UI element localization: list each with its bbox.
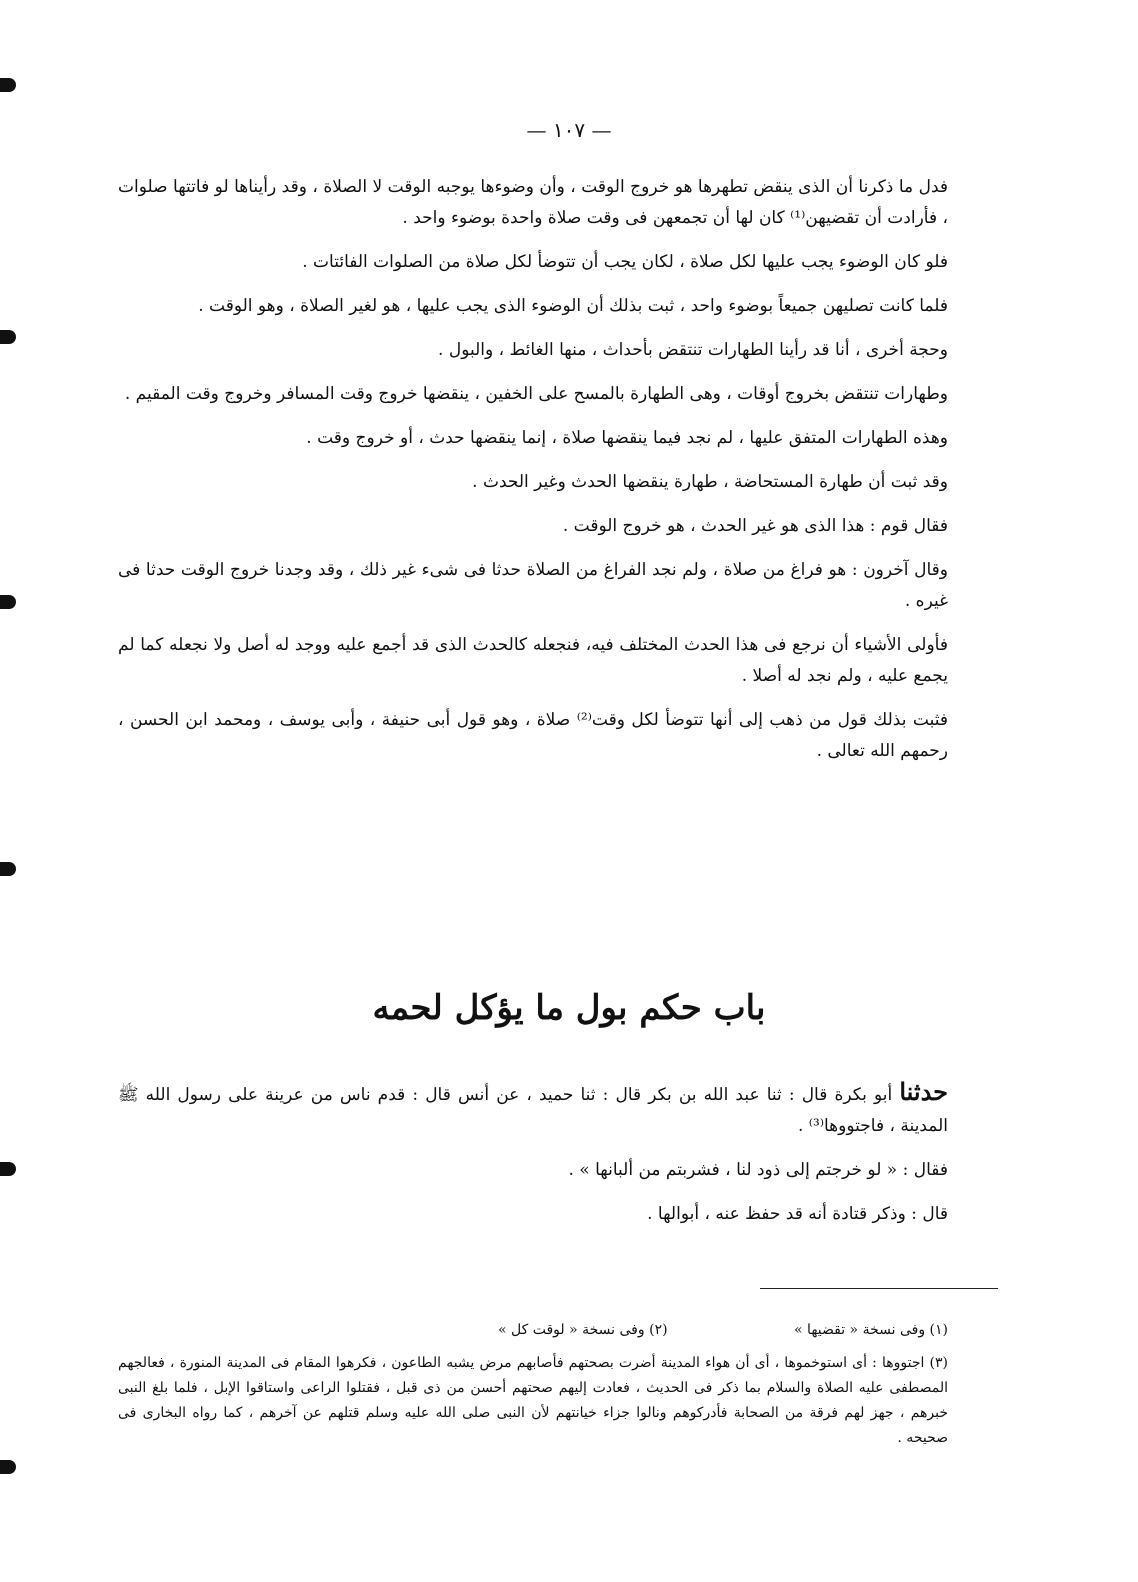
binder-mark	[0, 862, 16, 876]
body-text	[118, 172, 948, 780]
footnote-separator	[760, 1288, 998, 1289]
footnote-1: (١) وفى نسخة « تقضيها »	[794, 1322, 948, 1338]
paragraph: فلو كان الوضوء يجب عليها لكل صلاة ، لكان يجب أن تتوضأ لكل صلاة من الصلوات الفائتات .	[302, 252, 948, 272]
paragraph: فقال قوم : هذا الذى هو غير الحدث ، هو خروج الوقت .	[562, 516, 948, 536]
hadith-line: قال : وذكر قتادة أنه قد حفظ عنه ، أبوالها .	[647, 1204, 948, 1224]
footnote-row	[118, 1318, 948, 1343]
paragraph: فثبت بذلك قول من ذهب إلى أنها تتوضأ لكل وقت⁽²⁾ صلاة ، وهو قول أبى حنيفة ، وأبى يوسف ، ومحمد ابن الحسن ، رحمهم الله تعالى .	[118, 710, 948, 761]
page-number: — ١٠٧ —	[526, 118, 612, 142]
hadith-lead-word: حدثنا	[899, 1077, 948, 1106]
paragraph: فدل ما ذكرنا أن الذى ينقض تطهرها هو خروج الوقت ، وأن وضوءها يوجبه الوقت لا الصلاة ، وقد رأيناها لو فاتتها صلوات ، فأرادت أن تقضيهن⁽¹⁾ كان لها أن تجمعهن فى وقت صلاة واحدة بوضوء واحد .	[118, 177, 948, 228]
chapter-title: باب حكم بول ما يؤكل لحمه	[372, 988, 766, 1028]
hadith-text: أبو بكرة قال : ثنا عبد الله بن بكر قال : ثنا حميد ، عن أنس قال : قدم ناس من عرينة على رسول الله ﷺ المدينة ، فاجتووها⁽³⁾ .	[118, 1085, 948, 1136]
footnote-3: (٣) اجتووها : أى استوخموها ، أى أن هواء المدينة أضرت بصحتهم فأصابهم مرض يشبه الطاعون ، فكرهوا المقام فى المدينة المنورة ، فعالجهم المصطفى عليه الصلاة والسلام بما ذكر فى الحديث ، فعادت إليهم صحتهم أحسن من ذى قبل ، فقتلوا الراعى واستاقوا الإبل ، فلما بلغ النبى خبرهم ، جهز لهم فرقة من الصحابة فأدركوهم ونالوا جزاء خيانتهم لأن النبى صلى الله عليه وسلم قتلهم عن آخرهم ، كما رواه البخارى فى صحيحه .	[118, 1355, 948, 1446]
paragraph: وهذه الطهارات المتفق عليها ، لم نجد فيما ينقضها صلاة ، إنما ينقضها حدث ، أو خروج وقت .	[306, 428, 948, 448]
footnote-2: (٢) وفى نسخة « لوقت كل »	[498, 1322, 668, 1338]
binder-mark	[0, 78, 16, 92]
paragraph: وطهارات تنتقض بخروج أوقات ، وهى الطهارة بالمسح على الخفين ، ينقضها خروج وقت المسافر وخروج وقت المقيم .	[124, 384, 948, 404]
binder-mark	[0, 330, 16, 344]
binder-mark	[0, 1460, 16, 1474]
hadith-paragraph	[118, 1076, 948, 1142]
paragraph: وقال آخرون : هو فراغ من صلاة ، ولم نجد الفراغ من الصلاة حدثا فى شىء غير ذلك ، وقد وجدنا خروج الوقت حدثا فى غيره .	[118, 560, 948, 611]
paragraph: فلما كانت تصليهن جميعاً بوضوء واحد ، ثبت بذلك أن الوضوء الذى يجب عليها ، هو لغير الصلاة ، وهو الوقت .	[198, 296, 948, 316]
paragraph: وقد ثبت أن طهارة المستحاضة ، طهارة ينقضها الحدث وغير الحدث .	[472, 472, 948, 492]
hadith-line: فقال : « لو خرجتم إلى ذود لنا ، فشربتم من ألبانها » .	[568, 1160, 948, 1180]
binder-mark	[0, 595, 16, 609]
footnotes	[118, 1318, 948, 1451]
paragraph: فأولى الأشياء أن نرجع فى هذا الحدث المختلف فيه، فنجعله كالحدث الذى قد أجمع عليه ووجد له أصل ولا نجعله كما لم يجمع عليه ، ولم نجد له أصلا .	[118, 635, 948, 686]
binder-mark	[0, 1162, 16, 1176]
hadith-block	[118, 1076, 948, 1243]
paragraph: وحجة أخرى ، أنا قد رأينا الطهارات تنتقض بأحداث ، منها الغائط ، والبول .	[438, 340, 948, 360]
